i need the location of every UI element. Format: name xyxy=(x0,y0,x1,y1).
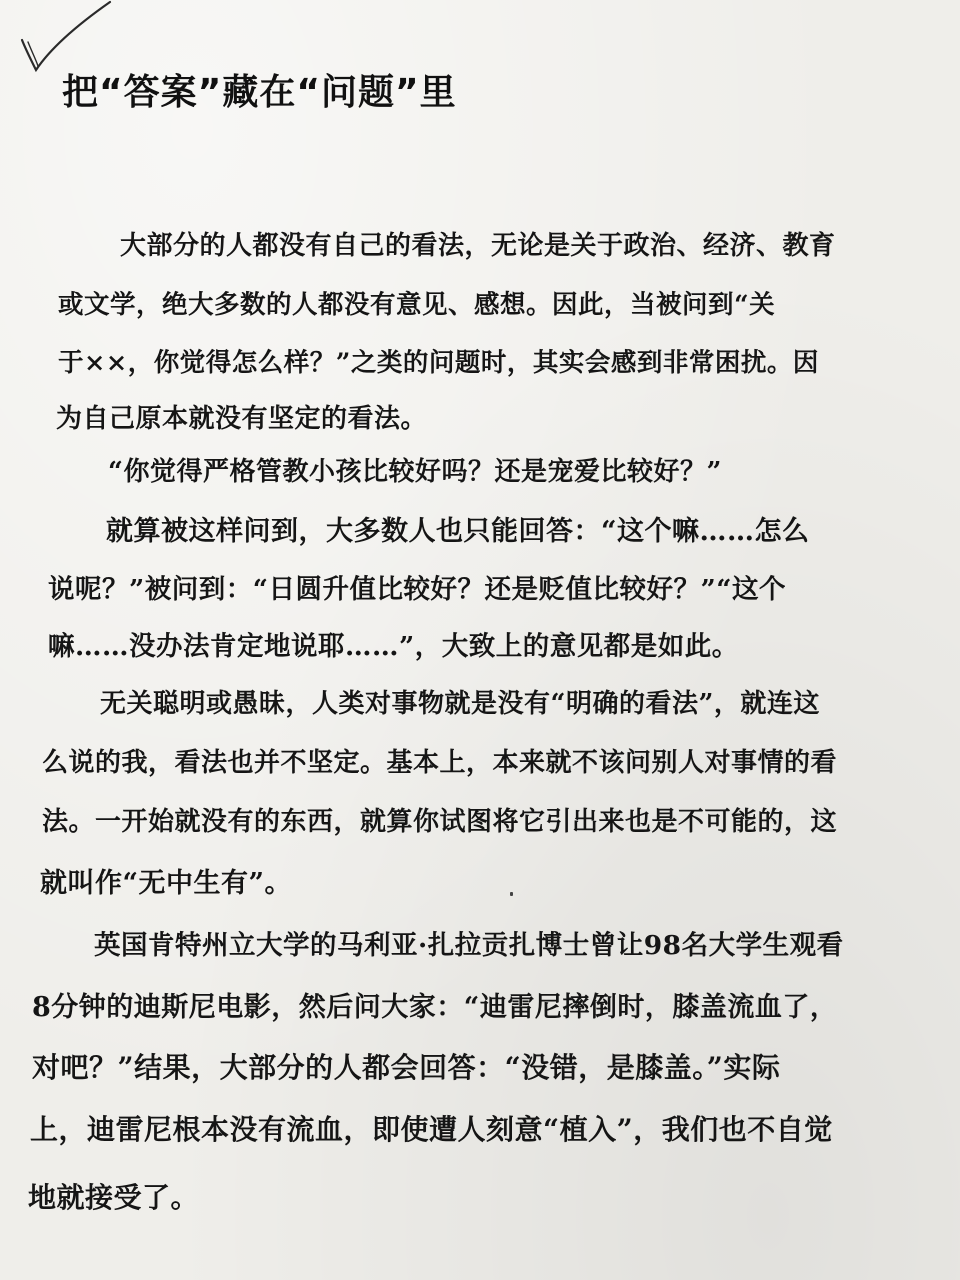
text-line: 大部分的人都没有自己的看法，无论是关于政治、经济、教育 xyxy=(120,231,836,261)
text-line: “你觉得严格管教小孩比较好吗？还是宠爱比较好？” xyxy=(108,457,722,487)
scan-speck xyxy=(510,892,513,896)
text-line: 为自己原本就没有坚定的看法。 xyxy=(56,404,428,434)
text-line: 地就接受了。 xyxy=(28,1181,200,1214)
text-line: 就叫作“无中生有”。 xyxy=(40,868,293,899)
text-line: 8分钟的迪斯尼电影，然后问大家：“迪雷尼摔倒时，膝盖流血了， xyxy=(32,992,838,1023)
page-title: 把“答案”藏在“问题”里 xyxy=(62,72,457,113)
text-line: 无关聪明或愚昧，人类对事物就是没有“明确的看法”，就连这 xyxy=(100,689,820,719)
text-line: 说呢？”被问到：“日圆升值比较好？还是贬值比较好？”“这个 xyxy=(48,574,786,605)
text-line: 法。一开始就没有的东西，就算你试图将它引出来也是不可能的，这 xyxy=(42,807,838,837)
text-line: 就算被这样问到，大多数人也只能回答：“这个嘛……怎么 xyxy=(106,516,810,547)
text-line: 对吧？”结果，大部分的人都会回答：“没错，是膝盖。”实际 xyxy=(32,1051,781,1084)
text-line: 上，迪雷尼根本没有流血，即使遭人刻意“植入”，我们也不自觉 xyxy=(30,1113,833,1146)
text-line: 么说的我，看法也并不坚定。基本上，本来就不该问别人对事情的看 xyxy=(42,748,838,778)
text-line: 英国肯特州立大学的马利亚·扎拉贡扎博士曾让98名大学生观看 xyxy=(94,930,844,961)
text-line: 嘛……没办法肯定地说耶……”，大致上的意见都是如此。 xyxy=(48,631,739,662)
text-line: 或文学，绝大多数的人都没有意见、感想。因此，当被问到“关 xyxy=(58,290,776,320)
text-line: 于××，你觉得怎么样？”之类的问题时，其实会感到非常困扰。因 xyxy=(58,348,819,378)
